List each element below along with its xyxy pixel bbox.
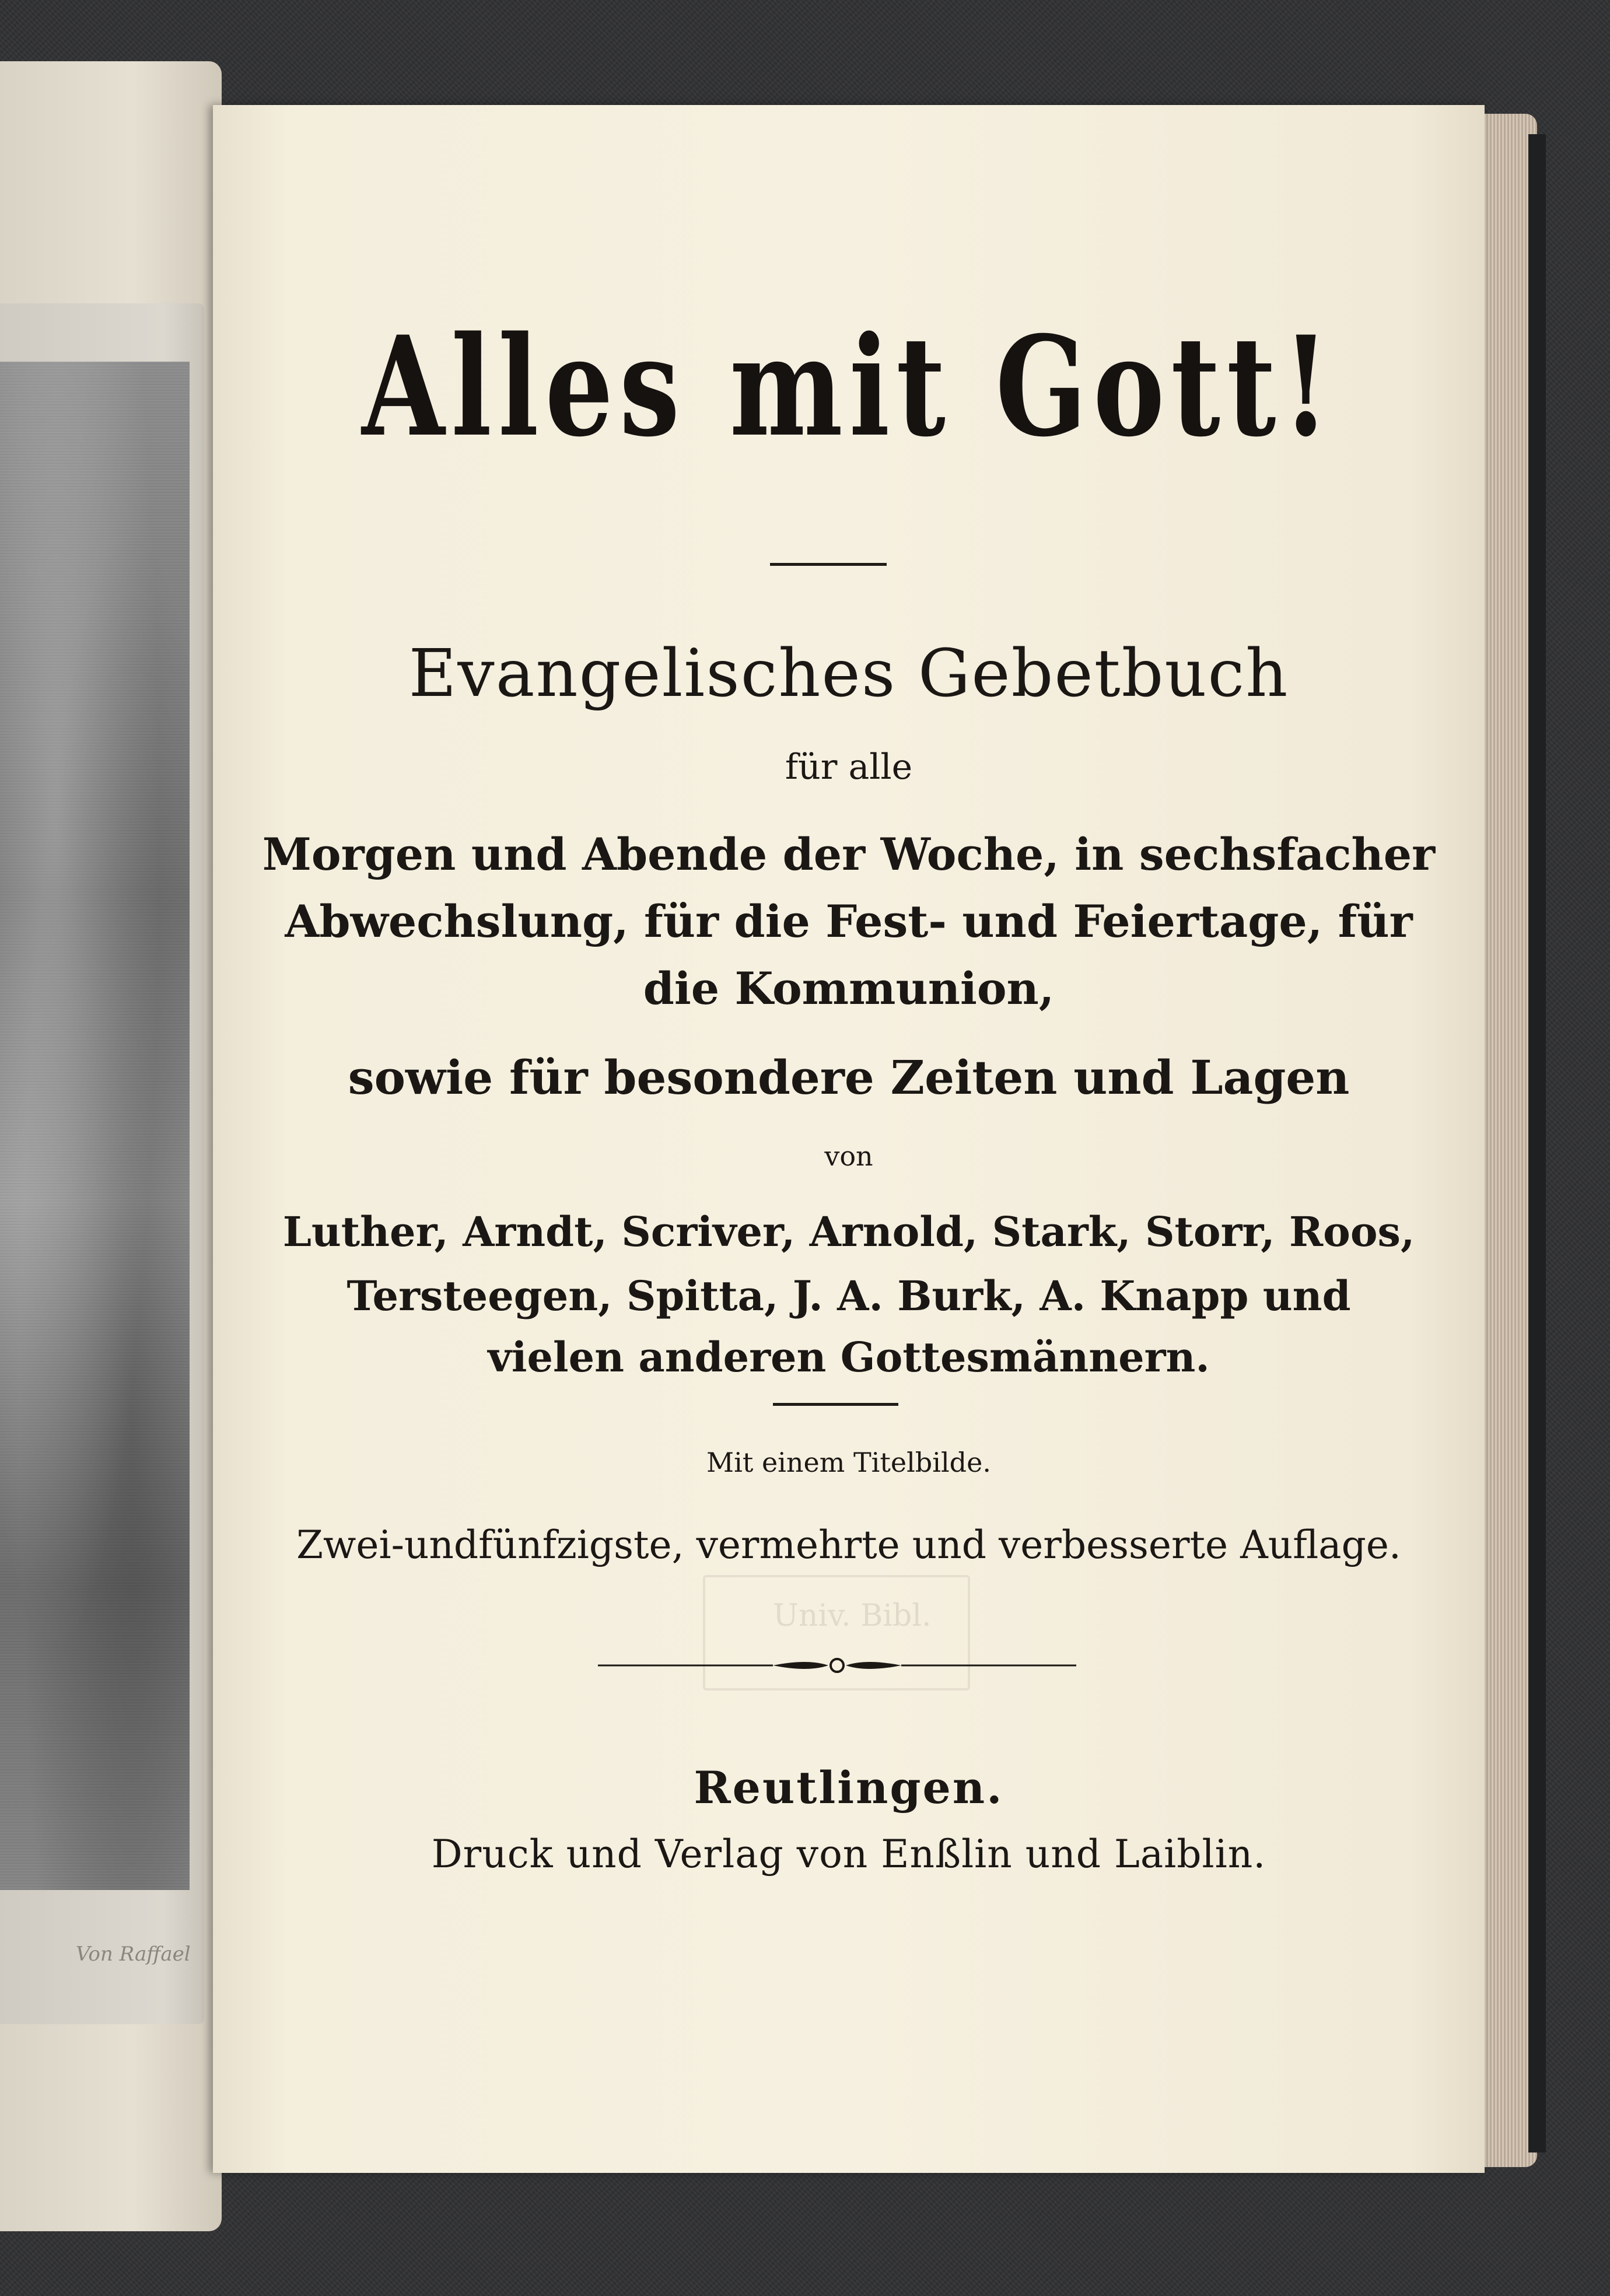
- fuer-alle-line: für alle: [785, 747, 913, 788]
- library-stamp-text: Univ. Bibl.: [773, 1598, 932, 1633]
- authors-line: Luther, Arndt, Scriver, Arnold, Stark, Storr, Roos,: [282, 1208, 1415, 1256]
- description-line: die Kommunion,: [643, 963, 1055, 1014]
- frontispiece-note: Mit einem Titelbilde.: [706, 1447, 991, 1478]
- description-line: Abwechslung, für die Fest- und Feiertage, für: [285, 895, 1413, 947]
- authors-line: Tersteegen, Spitta, J. A. Burk, A. Knapp und: [346, 1272, 1351, 1320]
- description-line: Morgen und Abende der Woche, in sechsfacher: [262, 828, 1436, 880]
- ornamental-divider: [598, 1654, 1076, 1677]
- book-cover-edge: [1528, 134, 1546, 2152]
- publisher-line: Druck und Verlag von Enßlin und Laiblin.: [431, 1832, 1266, 1877]
- sowie-line: sowie für besondere Zeiten und Lagen: [348, 1050, 1350, 1105]
- book-subtitle: Evangelisches Gebetbuch: [408, 636, 1289, 712]
- frontispiece-engraving: [0, 362, 190, 1890]
- von-line: von: [824, 1140, 873, 1172]
- book-title: Alles mit Gott!: [362, 306, 1336, 467]
- edition-line: Zwei-undfünfzigste, vermehrte und verbesserte Auflage.: [296, 1522, 1401, 1567]
- divider-rule: [770, 563, 887, 566]
- title-page: [213, 105, 1485, 2173]
- publication-city: Reutlingen.: [694, 1762, 1004, 1814]
- authors-line: vielen anderen Gottesmännern.: [488, 1333, 1210, 1381]
- divider-rule: [773, 1403, 898, 1406]
- engraving-caption: Von Raffael: [76, 1943, 191, 1966]
